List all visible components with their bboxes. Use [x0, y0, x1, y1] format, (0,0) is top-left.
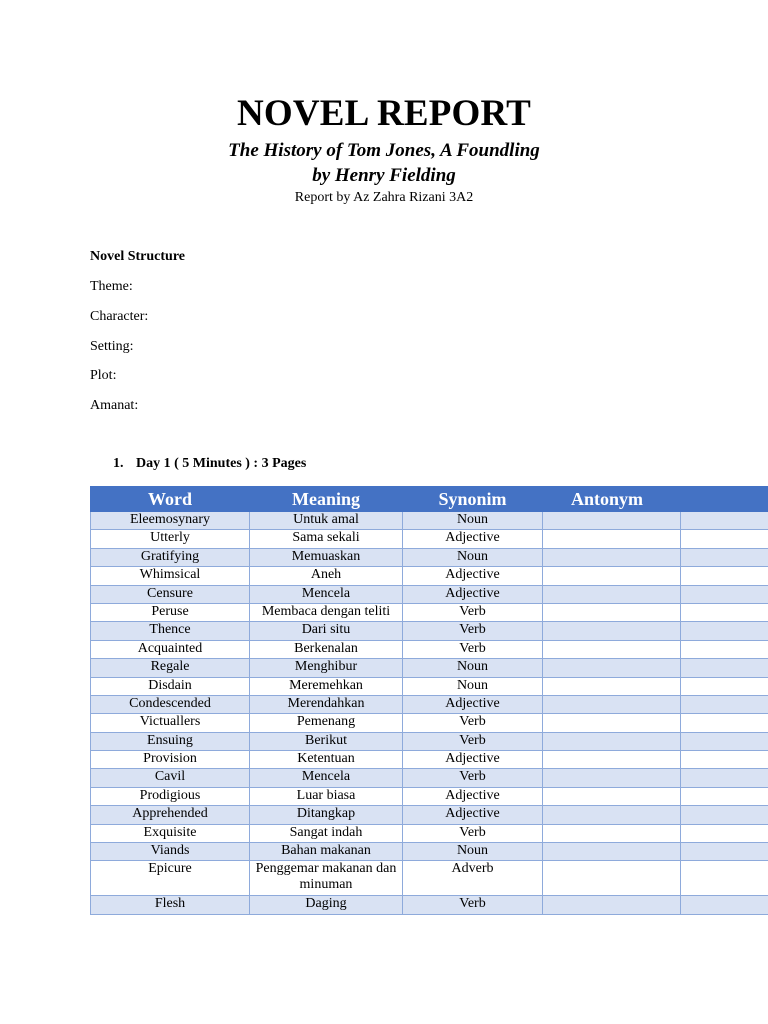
synonim-cell: Verb — [403, 769, 543, 787]
antonym-cell — [543, 530, 681, 548]
table-row — [91, 567, 768, 585]
table-row — [91, 806, 768, 824]
meaning-cell: Merendahkan — [250, 695, 403, 713]
table-row — [91, 732, 768, 750]
meaning-cell: Penggemar makanan dan minuman — [250, 861, 403, 896]
table-row — [91, 769, 768, 787]
antonym-cell — [543, 787, 681, 805]
list-number: 1. — [113, 456, 124, 471]
table-row — [91, 585, 768, 603]
table-row — [91, 896, 768, 914]
extra-cell — [681, 567, 768, 585]
antonym-cell — [543, 896, 681, 914]
header-antonym: Antonym — [543, 487, 681, 512]
meaning-cell: Dari situ — [250, 622, 403, 640]
meaning-cell: Mencela — [250, 585, 403, 603]
synonim-cell: Verb — [403, 896, 543, 914]
table-row — [91, 824, 768, 842]
table-row — [91, 751, 768, 769]
table-row — [91, 677, 768, 695]
antonym-cell — [543, 512, 681, 530]
synonim-cell: Adjective — [403, 806, 543, 824]
synonim-cell: Adjective — [403, 751, 543, 769]
synonim-cell: Verb — [403, 640, 543, 658]
table-body — [91, 512, 768, 915]
extra-cell — [681, 769, 768, 787]
word-cell: Regale — [91, 659, 250, 677]
antonym-cell — [543, 769, 681, 787]
antonym-cell — [543, 695, 681, 713]
synonim-cell: Adjective — [403, 787, 543, 805]
meaning-cell: Mencela — [250, 769, 403, 787]
extra-cell — [681, 861, 768, 896]
meaning-cell: Aneh — [250, 567, 403, 585]
table-row — [91, 714, 768, 732]
extra-cell — [681, 806, 768, 824]
meaning-cell: Sama sekali — [250, 530, 403, 548]
synonim-cell: Noun — [403, 548, 543, 566]
word-cell: Flesh — [91, 896, 250, 914]
synonim-cell: Noun — [403, 843, 543, 861]
word-cell: Exquisite — [91, 824, 250, 842]
meaning-cell: Meremehkan — [250, 677, 403, 695]
synonim-cell: Verb — [403, 824, 543, 842]
extra-cell — [681, 677, 768, 695]
header-synonim: Synonim — [403, 487, 543, 512]
synonim-cell: Adverb — [403, 861, 543, 896]
table-row — [91, 659, 768, 677]
meaning-cell: Ditangkap — [250, 806, 403, 824]
table-row — [91, 787, 768, 805]
antonym-cell — [543, 751, 681, 769]
synonim-cell: Verb — [403, 622, 543, 640]
word-cell: Utterly — [91, 530, 250, 548]
word-cell: Thence — [91, 622, 250, 640]
antonym-cell — [543, 548, 681, 566]
field-theme: Theme: — [90, 279, 133, 294]
meaning-cell: Menghibur — [250, 659, 403, 677]
meaning-cell: Ketentuan — [250, 751, 403, 769]
section-heading: Novel Structure — [90, 249, 185, 264]
report-byline: Report by Az Zahra Rizani 3A2 — [294, 190, 474, 205]
extra-cell — [681, 640, 768, 658]
antonym-cell — [543, 861, 681, 896]
table-row — [91, 843, 768, 861]
meaning-cell: Memuaskan — [250, 548, 403, 566]
word-cell: Prodigious — [91, 787, 250, 805]
table-header-row — [91, 487, 768, 512]
table-row — [91, 640, 768, 658]
word-cell: Apprehended — [91, 806, 250, 824]
table-row — [91, 695, 768, 713]
book-author: by Henry Fielding — [312, 165, 456, 186]
table-row — [91, 861, 768, 896]
synonim-cell: Noun — [403, 677, 543, 695]
extra-cell — [681, 585, 768, 603]
word-cell: Peruse — [91, 603, 250, 621]
header-meaning: Meaning — [250, 487, 403, 512]
vocabulary-table — [90, 486, 768, 915]
extra-cell — [681, 751, 768, 769]
table-row — [91, 512, 768, 530]
word-cell: Gratifying — [91, 548, 250, 566]
synonim-cell: Adjective — [403, 567, 543, 585]
synonim-cell: Adjective — [403, 530, 543, 548]
word-cell: Ensuing — [91, 732, 250, 750]
word-cell: Disdain — [91, 677, 250, 695]
antonym-cell — [543, 824, 681, 842]
synonim-cell: Noun — [403, 512, 543, 530]
field-setting: Setting: — [90, 339, 134, 354]
word-cell: Victuallers — [91, 714, 250, 732]
extra-cell — [681, 530, 768, 548]
extra-cell — [681, 714, 768, 732]
meaning-cell: Bahan makanan — [250, 843, 403, 861]
synonim-cell: Adjective — [403, 585, 543, 603]
antonym-cell — [543, 585, 681, 603]
antonym-cell — [543, 714, 681, 732]
antonym-cell — [543, 843, 681, 861]
book-title: The History of Tom Jones, A Foundling — [228, 140, 540, 161]
antonym-cell — [543, 677, 681, 695]
extra-cell — [681, 512, 768, 530]
antonym-cell — [543, 603, 681, 621]
table-row — [91, 603, 768, 621]
word-cell: Provision — [91, 751, 250, 769]
meaning-cell: Pemenang — [250, 714, 403, 732]
word-cell: Cavil — [91, 769, 250, 787]
synonim-cell: Verb — [403, 732, 543, 750]
meaning-cell: Luar biasa — [250, 787, 403, 805]
antonym-cell — [543, 640, 681, 658]
header-word: Word — [91, 487, 250, 512]
extra-cell — [681, 548, 768, 566]
antonym-cell — [543, 622, 681, 640]
word-cell: Epicure — [91, 861, 250, 896]
table-row — [91, 548, 768, 566]
document-title: NOVEL REPORT — [236, 93, 532, 134]
word-cell: Eleemosynary — [91, 512, 250, 530]
word-cell: Condescended — [91, 695, 250, 713]
meaning-cell: Untuk amal — [250, 512, 403, 530]
day-label: Day 1 ( 5 Minutes ) : 3 Pages — [136, 456, 307, 471]
antonym-cell — [543, 567, 681, 585]
synonim-cell: Adjective — [403, 695, 543, 713]
word-cell: Censure — [91, 585, 250, 603]
extra-cell — [681, 695, 768, 713]
meaning-cell: Berkenalan — [250, 640, 403, 658]
word-cell: Whimsical — [91, 567, 250, 585]
meaning-cell: Sangat indah — [250, 824, 403, 842]
extra-cell — [681, 622, 768, 640]
extra-cell — [681, 896, 768, 914]
day-heading — [113, 456, 306, 472]
antonym-cell — [543, 806, 681, 824]
meaning-cell: Daging — [250, 896, 403, 914]
field-character: Character: — [90, 309, 149, 324]
field-amanat: Amanat: — [90, 398, 139, 413]
word-cell: Viands — [91, 843, 250, 861]
extra-cell — [681, 787, 768, 805]
meaning-cell: Berikut — [250, 732, 403, 750]
field-plot: Plot: — [90, 368, 117, 383]
table-row — [91, 530, 768, 548]
synonim-cell: Noun — [403, 659, 543, 677]
extra-cell — [681, 843, 768, 861]
meaning-cell: Membaca dengan teliti — [250, 603, 403, 621]
antonym-cell — [543, 659, 681, 677]
word-cell: Acquainted — [91, 640, 250, 658]
antonym-cell — [543, 732, 681, 750]
extra-cell — [681, 732, 768, 750]
header-extra — [681, 487, 768, 512]
extra-cell — [681, 824, 768, 842]
synonim-cell: Verb — [403, 714, 543, 732]
extra-cell — [681, 659, 768, 677]
extra-cell — [681, 603, 768, 621]
synonim-cell: Verb — [403, 603, 543, 621]
table-row — [91, 622, 768, 640]
